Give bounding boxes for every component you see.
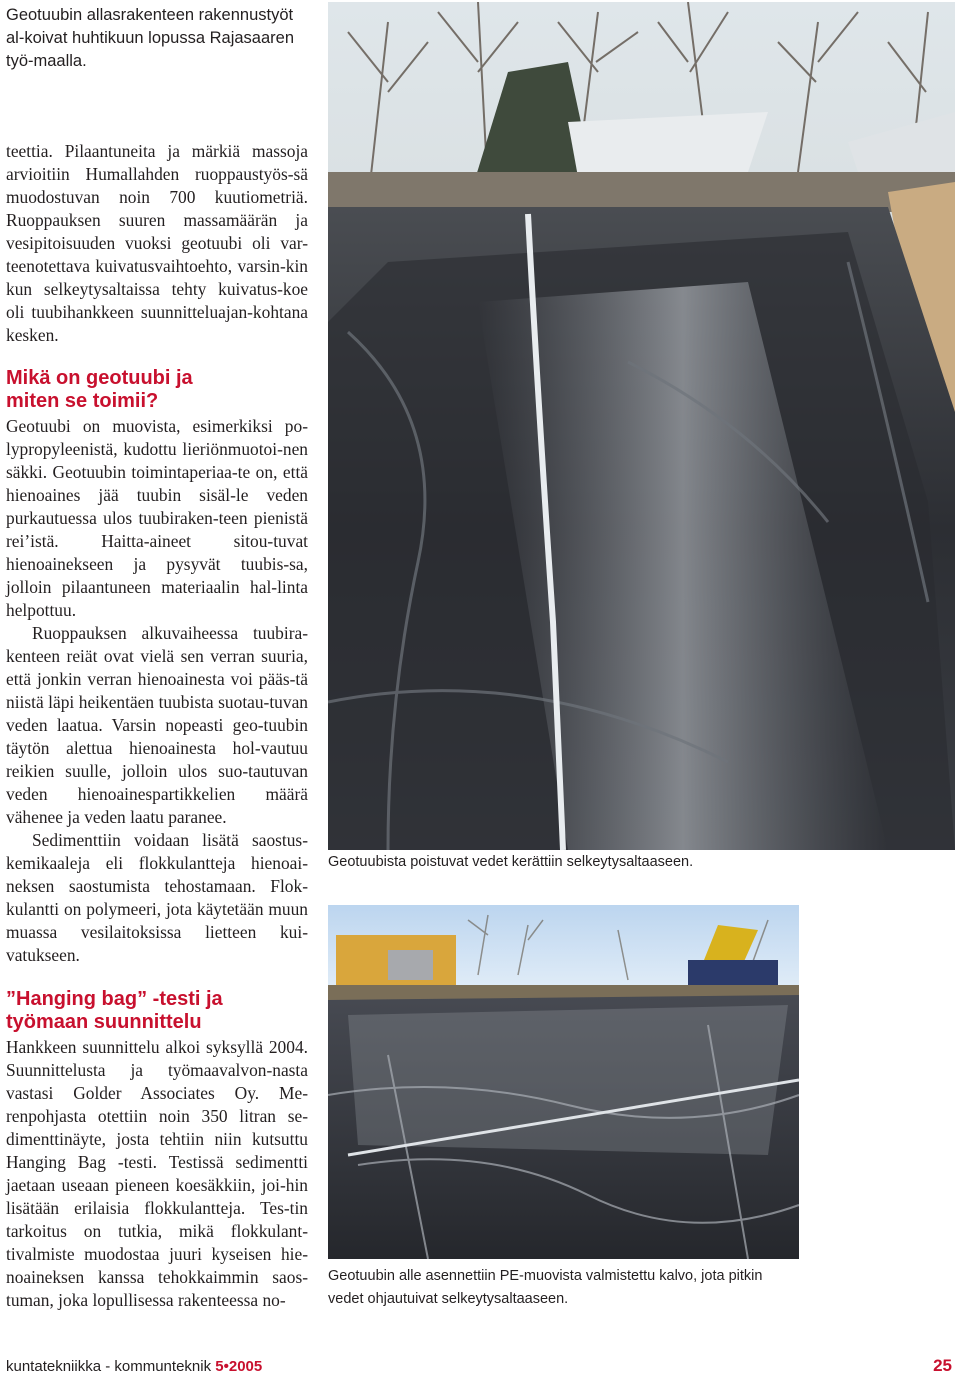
publication-name: kuntatekniikka - kommunteknik [6,1358,212,1375]
photo-pe-liner-basin [328,905,799,1259]
footer-publication [6,1358,262,1375]
paragraph-sedimentti: Sedimenttiin voidaan lisätä saostus-kemikaaleja eli flokkulantteja hienoai-neksen saostumista tehostamaan. Flok-kulantti on polymeeri, jota käytetään muun muassa vesilaitoksissa lietteen kui-vatukseen. [6,830,308,965]
photo-geotuubi-trench [328,2,955,850]
paragraph-ruoppauksen-alkuvaihe: Ruoppauksen alkuvaiheessa tuubira-kenteen reiät ovat vielä sen verran suuria, että jonkin verran hienoainesta voi pääs-tä niistä läpi heikentäen tuubista suotau-tuvan veden laatua. Varsin nopeasti geo-tuubin täytön alettua hienoainesta hol-vautuu reikien suulle, jolloin ulos suo-tautuvan veden hienoainespartikkelien määrä vähenee ja veden laatu paranee. [6,623,308,827]
page-number: 25 [933,1356,952,1375]
paragraph-intro: teettia. Pilaantuneita ja märkiä massoja arvioitiin Humallahden ruoppaustyös-sä muodostuvan noin 700 kuutiometriä. Ruoppauksen suuren massamäärän ja vesipitoisuuden vuoksi geotuubi oli var-teenotettava kuivatusvaihtoehto, varsin-kin kun selkeytysaltaissa tehty kuivatus-koe oli tuubihankkeen suunnitteluajan-kohtana kesken. [6,141,308,345]
paragraph-hanging-bag: Hankkeen suunnittelu alkoi syksyllä 2004. Suunnittelusta ja työmaavalvon-nasta vastasi Golder Associates Oy. Me-renpohjasta otettiin noin 350 litran se-dimenttinäyte, josta tehtiin niin kutsuttu Hanging Bag -testi. Testissä sedimentti jaetaan useaan pieneen koesäkkiin, joi-hin lisätään erilaisia flokkulantteja. Tes-tin tarkoitus on tutkia, mikä flokkulant-tivalmiste muodostaa juuri kyseisen hie-noaineksen kanssa tehokkaimmin saos-tuman, joka lopullisessa rakenteessa no- [6,1037,308,1310]
issue-number: 5•2005 [215,1358,263,1375]
top-caption: Geotuubin allasrakenteen rakennustyöt al-koivat huhtikuun lopussa Rajasaaren työ-maalla. [6,6,295,70]
heading-mika-on-geotuubi: Mikä on geotuubi ja miten se toimii? [6,367,193,412]
section-geotuubi [6,367,308,967]
photo2-caption: Geotuubin alle asennettiin PE-muovista valmistettu kalvo, jota pitkin vedet ohjautuivat selkeytysaltaaseen. [328,1268,763,1307]
photo1-caption: Geotuubista poistuvat vedet kerättiin selkeytysaltaaseen. [328,854,694,870]
section-hanging-bag [6,988,308,1312]
heading-hanging-bag: ”Hanging bag” -testi ja työmaan suunnittelu [6,988,223,1033]
paragraph-geotuubi-definition: Geotuubi on muovista, esimerkiksi po-lypropyleenistä, kudottu lieriönmuotoi-nen säkki. Geotuubin toimintaperiaa-te on, että hienoaines jää tuubin sisäl-le veden purkautuessa ulos tuubiraken-teen pienistä rei’istä. Haitta-aineet sitou-tuvat hienoainekseen ja pysyvät tuubis-sa, jolloin pilaantuneen materiaalin hal-linta helpottuu. [6,416,308,620]
article-column [6,140,308,347]
